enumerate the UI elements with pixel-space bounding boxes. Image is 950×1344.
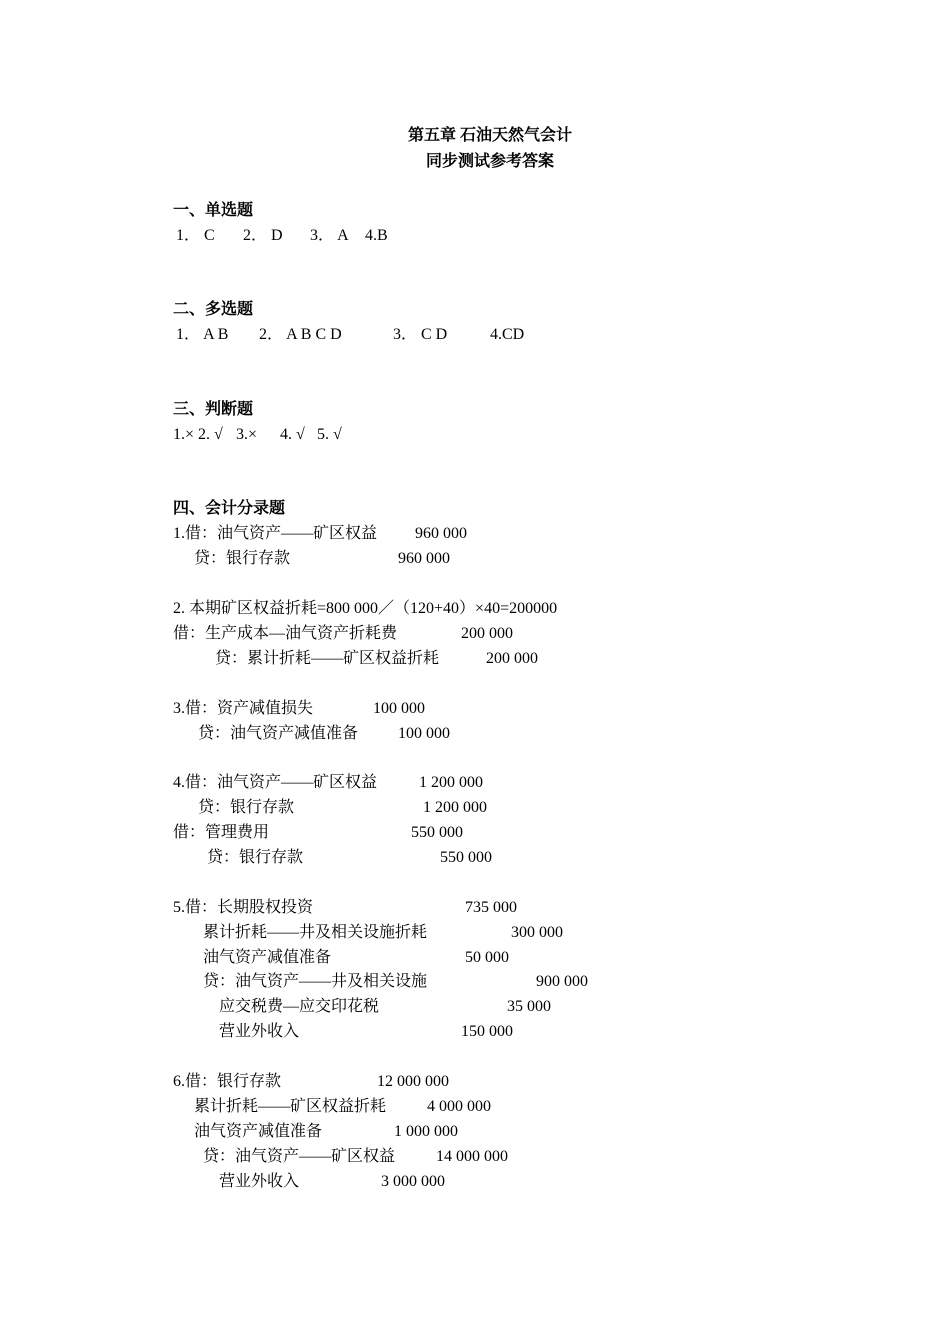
section-heading-single-choice: 一、单选题 <box>173 202 254 219</box>
entry-amount: 35 000 <box>507 998 551 1015</box>
entry-line: 贷：银行存款 <box>207 849 304 866</box>
entry-amount: 100 000 <box>398 725 450 742</box>
entry-amount: 3 000 000 <box>381 1173 445 1190</box>
entry-amount: 1 200 000 <box>423 799 487 816</box>
answer-item: 4. √ <box>280 426 305 443</box>
entry-amount: 200 000 <box>486 650 538 667</box>
entry-line: 贷：银行存款 <box>194 550 291 567</box>
entry-line: 5.借：长期股权投资 <box>173 899 314 916</box>
answer-item: 3． A <box>310 227 349 244</box>
entry-calculation: 2. 本期矿区权益折耗=800 000／（120+40）×40=200000 <box>173 600 558 617</box>
document-title: 第五章 石油天然气会计 <box>407 127 572 144</box>
answer-item: 3． C D <box>393 326 448 343</box>
entry-line: 累计折耗——井及相关设施折耗 <box>203 924 428 941</box>
answer-item: 3.× <box>236 426 258 443</box>
entry-line: 1.借：油气资产——矿区权益 <box>173 525 378 542</box>
entry-line: 贷：银行存款 <box>198 799 295 816</box>
entry-amount: 50 000 <box>465 949 509 966</box>
entry-amount: 12 000 000 <box>377 1073 449 1090</box>
entry-line: 6.借：银行存款 <box>173 1073 282 1090</box>
section-heading-true-false: 三、判断题 <box>173 401 254 418</box>
entry-line: 贷：油气资产——井及相关设施 <box>203 973 428 990</box>
entry-line: 累计折耗——矿区权益折耗 <box>194 1098 387 1115</box>
entry-amount: 550 000 <box>440 849 492 866</box>
entry-line: 应交税费—应交印花税 <box>219 998 380 1015</box>
answer-item: 5. √ <box>317 426 342 443</box>
entry-line: 营业外收入 <box>219 1023 300 1040</box>
entry-amount: 960 000 <box>398 550 450 567</box>
entry-line: 借：生产成本—油气资产折耗费 <box>173 625 398 642</box>
entry-line: 贷：油气资产减值准备 <box>198 725 359 742</box>
answer-item: 2． D <box>243 227 283 244</box>
entry-amount: 735 000 <box>465 899 517 916</box>
entry-amount: 14 000 000 <box>436 1148 508 1165</box>
entry-amount: 900 000 <box>536 973 588 990</box>
entry-line: 4.借：油气资产——矿区权益 <box>173 774 378 791</box>
entry-line: 油气资产减值准备 <box>194 1123 323 1140</box>
entry-amount: 300 000 <box>511 924 563 941</box>
entry-amount: 4 000 000 <box>427 1098 491 1115</box>
entry-amount: 150 000 <box>461 1023 513 1040</box>
entry-amount: 1 000 000 <box>394 1123 458 1140</box>
answer-item: 2． A B C D <box>259 326 342 343</box>
section-heading-journal-entries: 四、会计分录题 <box>173 500 286 517</box>
answer-item: 1.× <box>173 426 195 443</box>
entry-amount: 100 000 <box>373 700 425 717</box>
entry-amount: 550 000 <box>411 824 463 841</box>
entry-amount: 960 000 <box>415 525 467 542</box>
entry-line: 贷：累计折耗——矿区权益折耗 <box>215 650 440 667</box>
answer-item: 4.CD <box>490 326 525 343</box>
entry-amount: 200 000 <box>461 625 513 642</box>
answer-item: 4.B <box>365 227 388 244</box>
entry-amount: 1 200 000 <box>419 774 483 791</box>
entry-line: 3.借：资产减值损失 <box>173 700 314 717</box>
section-heading-multiple-choice: 二、多选题 <box>173 301 254 318</box>
entry-line: 油气资产减值准备 <box>203 949 332 966</box>
entry-line: 营业外收入 <box>219 1173 300 1190</box>
answer-item: 1． A B <box>176 326 229 343</box>
entry-line: 贷：油气资产——矿区权益 <box>203 1148 396 1165</box>
entry-line: 借：管理费用 <box>173 824 270 841</box>
answer-item: 1． C <box>176 227 215 244</box>
answer-item: 2. √ <box>198 426 223 443</box>
document-subtitle: 同步测试参考答案 <box>425 153 554 170</box>
